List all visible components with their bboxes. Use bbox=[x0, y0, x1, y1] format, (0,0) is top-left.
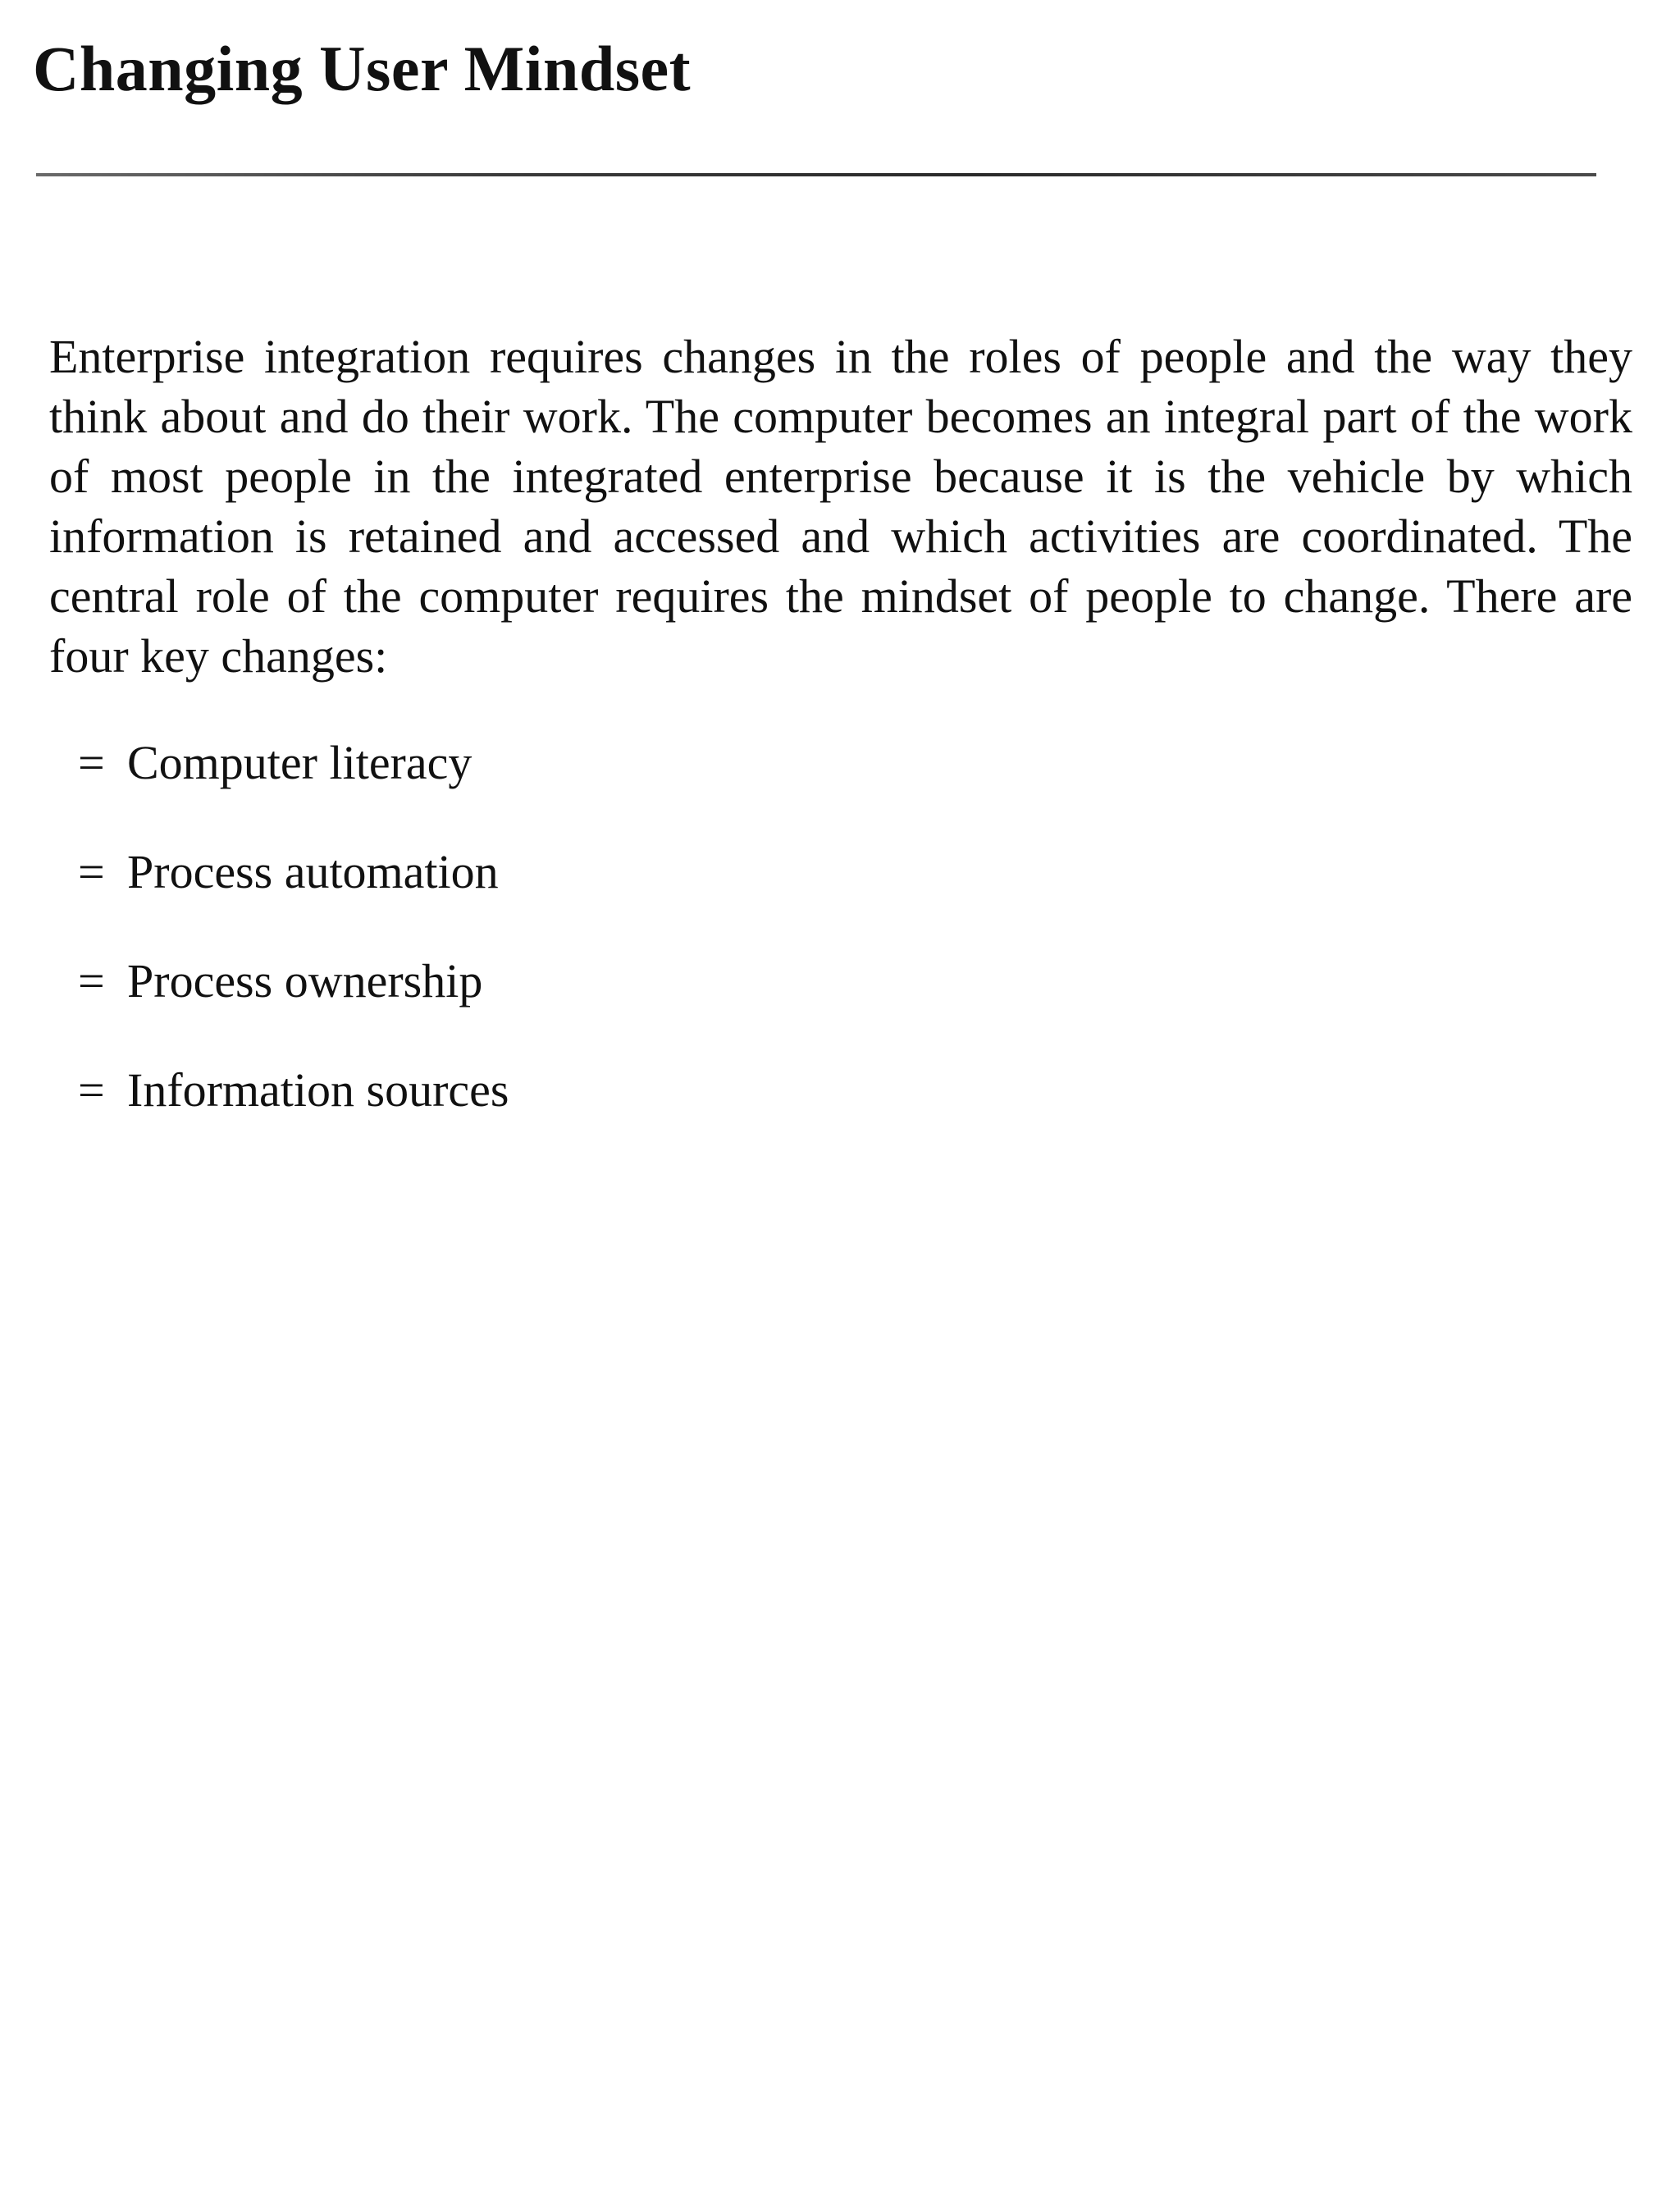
bullet-marker: = bbox=[78, 736, 105, 789]
bullet-marker: = bbox=[78, 1063, 105, 1117]
title-divider bbox=[36, 173, 1596, 176]
list-item-text: Process automation bbox=[127, 845, 499, 898]
bullet-marker: = bbox=[78, 954, 105, 1008]
bullet-marker: = bbox=[78, 845, 105, 898]
body-paragraph: Enterprise integration requires changes in the roles of people and the way they think about and do their work. The computer becomes an integral part of the work of most people in the integrated enterprise because it is the vehicle by which information is retained and accessed and which activities are coordinated. The central role of the computer requires the mindset of people to change. There are four key changes: bbox=[49, 330, 1632, 683]
page-title: Changing User Mindset bbox=[33, 33, 692, 104]
list-item bbox=[78, 730, 509, 839]
list-item bbox=[78, 948, 509, 1058]
list-item-text: Information sources bbox=[127, 1063, 509, 1117]
list-item bbox=[78, 839, 509, 948]
key-changes-list bbox=[78, 730, 509, 1167]
list-item-text: Process ownership bbox=[127, 954, 483, 1008]
list-item bbox=[78, 1058, 509, 1167]
list-item-text: Computer literacy bbox=[127, 736, 472, 789]
